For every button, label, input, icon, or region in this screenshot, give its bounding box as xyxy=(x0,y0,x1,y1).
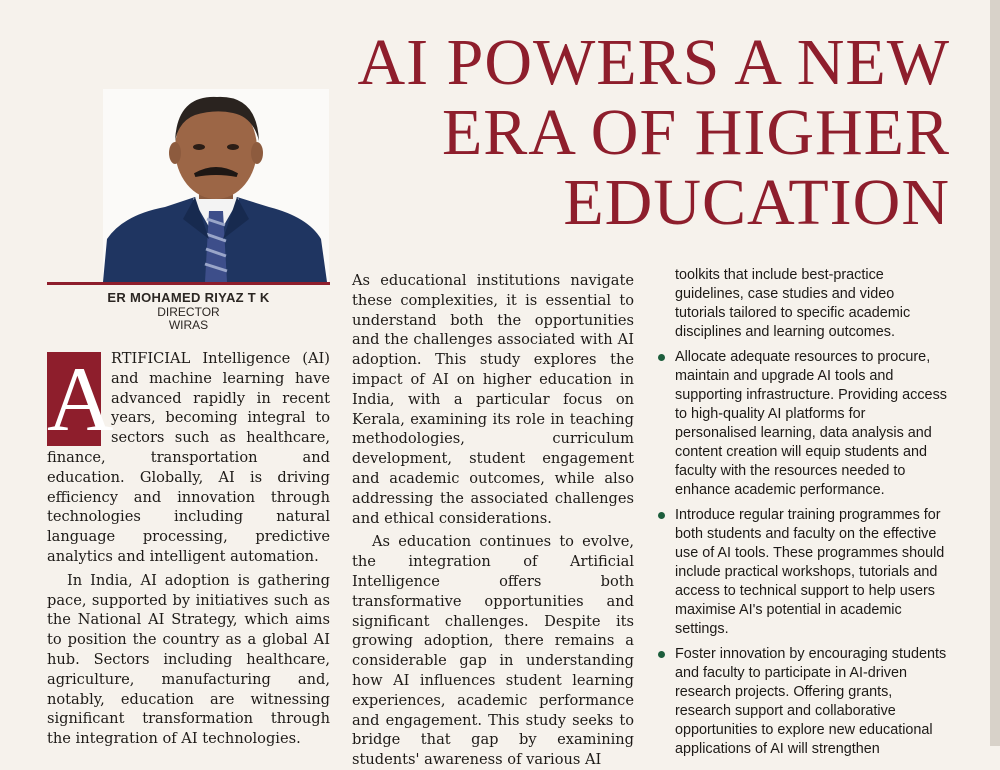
byline xyxy=(47,290,330,332)
author-title: DIRECTOR xyxy=(157,305,220,319)
paragraph: In India, AI adoption is gathering pace, supported by initiatives such as the National AI Strategy, which aims to position the country as a global AI hub. Sectors including healthcare, agriculture, manufacturing and, notably, education are witnessing significant transformation through the integration of AI technologies. xyxy=(47,571,330,748)
paragraph xyxy=(47,349,330,567)
article-column-3 xyxy=(657,266,947,759)
author-name: ER MOHAMED RIYAZ T K xyxy=(107,290,270,305)
author-org: WIRAS xyxy=(168,318,209,332)
drop-cap: A xyxy=(47,348,114,450)
byline-rule xyxy=(47,282,330,285)
article-column-1 xyxy=(47,349,330,749)
paragraph: toolkits that include best-practice guidelines, case studies and video tutorials tailored to specific academic disciplines and learning outcomes. xyxy=(675,267,911,340)
page-edge xyxy=(990,0,1000,746)
recommendation-list xyxy=(657,348,947,759)
paragraph: As education continues to evolve, the integration of Artificial Intelligence offers both transformative opportunities and significant challenges. Despite its growing adoption, there remains a considerable gap in understanding how AI influences student learning experiences, academic performance and engagement. This study seeks to bridge that gap by examining students' awareness of various AI xyxy=(352,533,634,769)
list-item: Allocate adequate resources to procure, maintain and upgrade AI tools and supporting infrastructure. Providing access to high-quality AI platforms for personalised learning, data analysis and content creation will equip students and faculty with the resources needed to enhance academic performance. xyxy=(657,348,947,500)
headline-line-3: EDUCATION xyxy=(563,166,950,239)
paragraph-text: RTIFICIAL Intelligence (AI) and machine learning have advanced rapidly in recent years, becoming integral to sectors such as healthcare, finance, transportation and education. Globally, AI is driving efficiency and innovation through technologies including natural language processing, predictive analytics and intelligent automation. xyxy=(47,350,330,565)
headline xyxy=(290,28,950,238)
paragraph: As educational institutions navigate these complexities, it is essential to understand both the opportunities and the challenges associated with AI adoption. This study explores the impact of AI on higher education in India, with a particular focus on Kerala, examining its role in teaching methodologies, curriculum development, student engagement and academic outcomes, while also addressing the associated challenges and ethical considerations. xyxy=(352,272,634,527)
author-photo xyxy=(103,89,329,282)
headline-line-1: AI POWERS A NEW xyxy=(357,26,950,99)
headline-line-2: ERA OF HIGHER xyxy=(441,96,950,169)
list-item: Foster innovation by encouraging students and faculty to participate in AI-driven research projects. Offering grants, research support and collaborative opportunities to explore new educational applications of AI will strengthen xyxy=(657,645,947,759)
list-item: Introduce regular training programmes for both students and faculty on the effective use of AI tools. These programmes should include practical workshops, tutorials and access to technical support to help users maximise AI's potential in academic settings. xyxy=(657,506,947,639)
article-column-2 xyxy=(352,271,634,770)
